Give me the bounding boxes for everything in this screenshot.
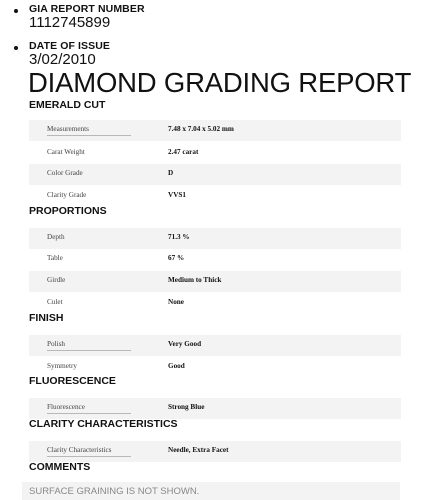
report-number-label: GIA REPORT NUMBER — [29, 3, 145, 15]
row-value: 7.48 x 7.04 x 5.02 mm — [168, 125, 234, 133]
comments-box — [22, 482, 400, 500]
bullet-icon — [14, 9, 18, 13]
proportions-row — [29, 293, 401, 314]
row-label: Measurements — [47, 125, 89, 133]
row-value: Medium to Thick — [168, 276, 222, 284]
bullet-icon — [14, 46, 18, 50]
grading-row — [29, 120, 401, 141]
grading-row — [29, 186, 401, 207]
row-value: Strong Blue — [168, 403, 205, 411]
row-label: Table — [47, 254, 63, 262]
row-value: 67 % — [168, 254, 185, 262]
proportions-row — [29, 271, 401, 292]
row-value: 2.47 carat — [168, 148, 199, 156]
row-value: Good — [168, 362, 185, 370]
row-label: Culet — [47, 298, 63, 306]
grading-row — [29, 164, 401, 185]
row-label: Clarity Grade — [47, 191, 87, 199]
row-label: Girdle — [47, 276, 66, 284]
row-label: Carat Weight — [47, 148, 85, 156]
row-label: Fluorescence — [47, 403, 85, 411]
proportions-row — [29, 249, 401, 270]
row-label: Clarity Characteristics — [47, 446, 112, 454]
proportions-heading: PROPORTIONS — [29, 205, 107, 217]
row-underline — [47, 413, 131, 414]
row-label: Color Grade — [47, 169, 83, 177]
clarity-characteristics-row — [29, 441, 401, 462]
date-of-issue-label: DATE OF ISSUE — [29, 40, 111, 52]
finish-heading: FINISH — [29, 312, 64, 324]
row-underline — [47, 350, 131, 351]
row-underline — [47, 135, 131, 136]
row-label: Polish — [47, 340, 65, 348]
row-value: VVS1 — [168, 191, 186, 199]
fluorescence-row — [29, 398, 401, 419]
row-value: 71.3 % — [168, 233, 190, 241]
report-title: DIAMOND GRADING REPORT — [28, 67, 412, 98]
row-label: Depth — [47, 233, 65, 241]
comments-heading: COMMENTS — [29, 461, 91, 473]
row-value: D — [168, 169, 174, 177]
row-value: None — [168, 298, 184, 306]
row-underline — [47, 456, 131, 457]
comments-text: SURFACE GRAINING IS NOT SHOWN. — [29, 486, 200, 497]
proportions-row — [29, 228, 401, 249]
finish-row — [29, 335, 401, 356]
row-value: Very Good — [168, 340, 202, 348]
date-of-issue-value: 3/02/2010 — [29, 51, 96, 68]
row-label: Symmetry — [47, 362, 77, 370]
grading-row — [29, 143, 401, 164]
shape-heading: EMERALD CUT — [29, 99, 106, 111]
fluorescence-heading: FLUORESCENCE — [29, 375, 116, 387]
row-value: Needle, Extra Facet — [168, 446, 229, 454]
report-number-value: 1112745899 — [29, 14, 111, 31]
clarity-characteristics-heading: CLARITY CHARACTERISTICS — [29, 418, 178, 430]
